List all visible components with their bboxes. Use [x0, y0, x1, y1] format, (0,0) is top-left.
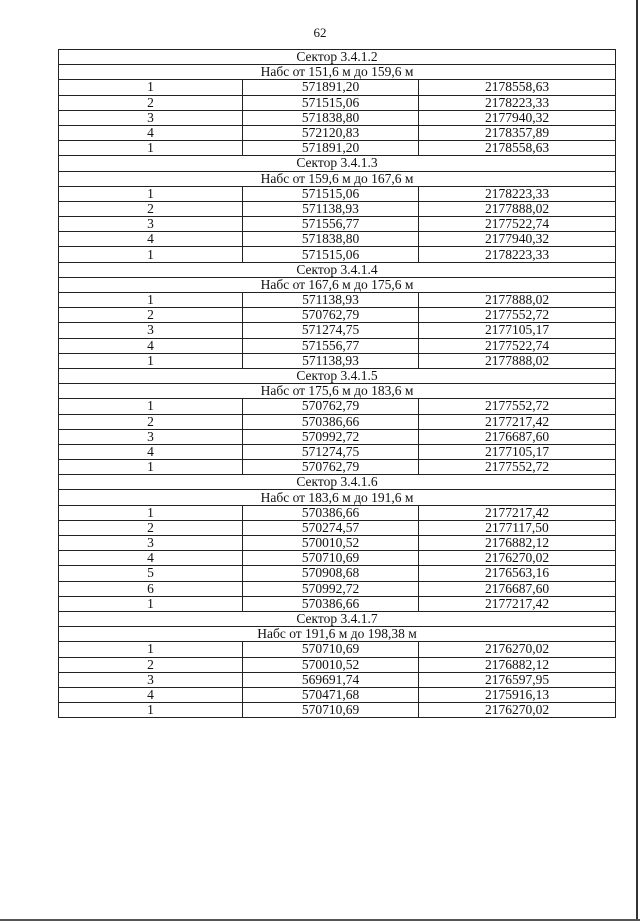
coordinates-table: [58, 49, 616, 718]
coordinate-y: 2176882,12: [419, 657, 616, 672]
coordinate-x: 571138,93: [243, 353, 419, 368]
table-row: [59, 353, 616, 368]
coordinate-y: 2177217,42: [419, 505, 616, 520]
point-number: 2: [59, 657, 243, 672]
point-number: 4: [59, 232, 243, 247]
coordinate-x: 571515,06: [243, 186, 419, 201]
point-number: 4: [59, 687, 243, 702]
table-row: [59, 399, 616, 414]
sector-title-row: [59, 156, 616, 171]
table-row: [59, 95, 616, 110]
coordinate-x: 570386,66: [243, 505, 419, 520]
coordinate-x: 571838,80: [243, 110, 419, 125]
table-row: [59, 141, 616, 156]
coordinate-y: 2178558,63: [419, 80, 616, 95]
point-number: 3: [59, 672, 243, 687]
coordinate-x: 570992,72: [243, 429, 419, 444]
scan-edge-right: [636, 0, 638, 921]
coordinate-y: 2178223,33: [419, 186, 616, 201]
coordinate-x: 570274,57: [243, 520, 419, 535]
sector-title: Сектор 3.4.1.7: [59, 611, 616, 626]
table-row: [59, 460, 616, 475]
point-number: 1: [59, 353, 243, 368]
coordinate-y: 2177940,32: [419, 110, 616, 125]
point-number: 4: [59, 338, 243, 353]
table-row: [59, 293, 616, 308]
table-row: [59, 536, 616, 551]
point-number: 4: [59, 551, 243, 566]
coordinate-x: 571891,20: [243, 80, 419, 95]
table-row: [59, 505, 616, 520]
coordinate-y: 2177552,72: [419, 308, 616, 323]
height-range: Набс от 183,6 м до 191,6 м: [59, 490, 616, 505]
height-range-row: [59, 277, 616, 292]
coordinate-y: 2177522,74: [419, 217, 616, 232]
table-row: [59, 186, 616, 201]
height-range-row: [59, 490, 616, 505]
coordinate-y: 2177888,02: [419, 201, 616, 216]
point-number: 4: [59, 444, 243, 459]
table-row: [59, 247, 616, 262]
point-number: 1: [59, 596, 243, 611]
point-number: 1: [59, 186, 243, 201]
table-row: [59, 201, 616, 216]
coordinate-y: 2176270,02: [419, 642, 616, 657]
table-row: [59, 217, 616, 232]
height-range-row: [59, 384, 616, 399]
point-number: 2: [59, 95, 243, 110]
table-row: [59, 596, 616, 611]
sector-title: Сектор 3.4.1.3: [59, 156, 616, 171]
sector-title: Сектор 3.4.1.4: [59, 262, 616, 277]
coordinate-x: 570010,52: [243, 536, 419, 551]
table-row: [59, 429, 616, 444]
point-number: 1: [59, 80, 243, 95]
point-number: 1: [59, 141, 243, 156]
coordinate-x: 570386,66: [243, 596, 419, 611]
table-row: [59, 338, 616, 353]
table-row: [59, 657, 616, 672]
coordinate-x: 571138,93: [243, 201, 419, 216]
sector-title-row: [59, 50, 616, 65]
height-range: Набс от 191,6 м до 198,38 м: [59, 627, 616, 642]
point-number: 2: [59, 308, 243, 323]
coordinate-x: 570386,66: [243, 414, 419, 429]
coordinate-x: 571556,77: [243, 217, 419, 232]
coordinate-y: 2177552,72: [419, 460, 616, 475]
sector-title: Сектор 3.4.1.6: [59, 475, 616, 490]
point-number: 5: [59, 566, 243, 581]
table-row: [59, 551, 616, 566]
point-number: 1: [59, 247, 243, 262]
coordinate-y: 2176597,95: [419, 672, 616, 687]
coordinate-x: 570710,69: [243, 642, 419, 657]
sector-title-row: [59, 475, 616, 490]
height-range: Набс от 151,6 м до 159,6 м: [59, 65, 616, 80]
coordinate-x: 570710,69: [243, 551, 419, 566]
sector-title-row: [59, 262, 616, 277]
point-number: 1: [59, 293, 243, 308]
height-range: Набс от 159,6 м до 167,6 м: [59, 171, 616, 186]
coordinate-y: 2177522,74: [419, 338, 616, 353]
table-row: [59, 672, 616, 687]
page-number: 62: [313, 25, 327, 40]
table-row: [59, 232, 616, 247]
coordinate-x: 571515,06: [243, 95, 419, 110]
table-row: [59, 566, 616, 581]
point-number: 2: [59, 414, 243, 429]
table-row: [59, 687, 616, 702]
coordinate-y: 2177888,02: [419, 293, 616, 308]
sector-title: Сектор 3.4.1.5: [59, 368, 616, 383]
coordinate-x: 570908,68: [243, 566, 419, 581]
coordinates-table-wrapper: [58, 49, 615, 718]
point-number: 4: [59, 125, 243, 140]
table-row: [59, 703, 616, 718]
coordinate-y: 2177117,50: [419, 520, 616, 535]
point-number: 1: [59, 399, 243, 414]
coordinate-x: 571556,77: [243, 338, 419, 353]
coordinate-y: 2176563,16: [419, 566, 616, 581]
coordinate-y: 2177888,02: [419, 353, 616, 368]
point-number: 2: [59, 520, 243, 535]
sector-title-row: [59, 368, 616, 383]
point-number: 3: [59, 217, 243, 232]
coordinate-y: 2177940,32: [419, 232, 616, 247]
coordinate-y: 2176687,60: [419, 429, 616, 444]
coordinate-x: 572120,83: [243, 125, 419, 140]
table-row: [59, 520, 616, 535]
table-row: [59, 323, 616, 338]
coordinate-x: 570762,79: [243, 308, 419, 323]
coordinate-x: 570762,79: [243, 399, 419, 414]
coordinate-x: 571274,75: [243, 323, 419, 338]
height-range-row: [59, 171, 616, 186]
table-row: [59, 125, 616, 140]
sector-title: Сектор 3.4.1.2: [59, 50, 616, 65]
height-range-row: [59, 65, 616, 80]
coordinate-y: 2176687,60: [419, 581, 616, 596]
point-number: 3: [59, 323, 243, 338]
coordinate-x: 570762,79: [243, 460, 419, 475]
point-number: 1: [59, 460, 243, 475]
sector-title-row: [59, 611, 616, 626]
point-number: 1: [59, 505, 243, 520]
coordinate-y: 2178558,63: [419, 141, 616, 156]
point-number: 3: [59, 110, 243, 125]
height-range: Набс от 175,6 м до 183,6 м: [59, 384, 616, 399]
coordinate-x: 570471,68: [243, 687, 419, 702]
table-row: [59, 642, 616, 657]
coordinate-x: 571138,93: [243, 293, 419, 308]
coordinate-y: 2177105,17: [419, 444, 616, 459]
coordinate-y: 2177105,17: [419, 323, 616, 338]
coordinate-x: 571891,20: [243, 141, 419, 156]
height-range-row: [59, 627, 616, 642]
coordinate-x: 571515,06: [243, 247, 419, 262]
point-number: 1: [59, 642, 243, 657]
coordinate-y: 2175916,13: [419, 687, 616, 702]
point-number: 2: [59, 201, 243, 216]
table-row: [59, 444, 616, 459]
point-number: 3: [59, 536, 243, 551]
coordinate-y: 2176270,02: [419, 551, 616, 566]
coordinate-x: 570710,69: [243, 703, 419, 718]
table-row: [59, 414, 616, 429]
coordinate-x: 570010,52: [243, 657, 419, 672]
coordinate-y: 2177217,42: [419, 414, 616, 429]
coordinate-x: 569691,74: [243, 672, 419, 687]
coordinate-x: 571838,80: [243, 232, 419, 247]
coordinates-table-body: [59, 50, 616, 718]
point-number: 1: [59, 703, 243, 718]
point-number: 3: [59, 429, 243, 444]
height-range: Набс от 167,6 м до 175,6 м: [59, 277, 616, 292]
table-row: [59, 308, 616, 323]
table-row: [59, 80, 616, 95]
coordinate-y: 2177217,42: [419, 596, 616, 611]
coordinate-y: 2178223,33: [419, 95, 616, 110]
table-row: [59, 581, 616, 596]
coordinate-y: 2178357,89: [419, 125, 616, 140]
coordinate-y: 2176270,02: [419, 703, 616, 718]
coordinate-x: 571274,75: [243, 444, 419, 459]
coordinate-x: 570992,72: [243, 581, 419, 596]
point-number: 6: [59, 581, 243, 596]
coordinate-y: 2177552,72: [419, 399, 616, 414]
coordinate-y: 2176882,12: [419, 536, 616, 551]
table-row: [59, 110, 616, 125]
coordinate-y: 2178223,33: [419, 247, 616, 262]
